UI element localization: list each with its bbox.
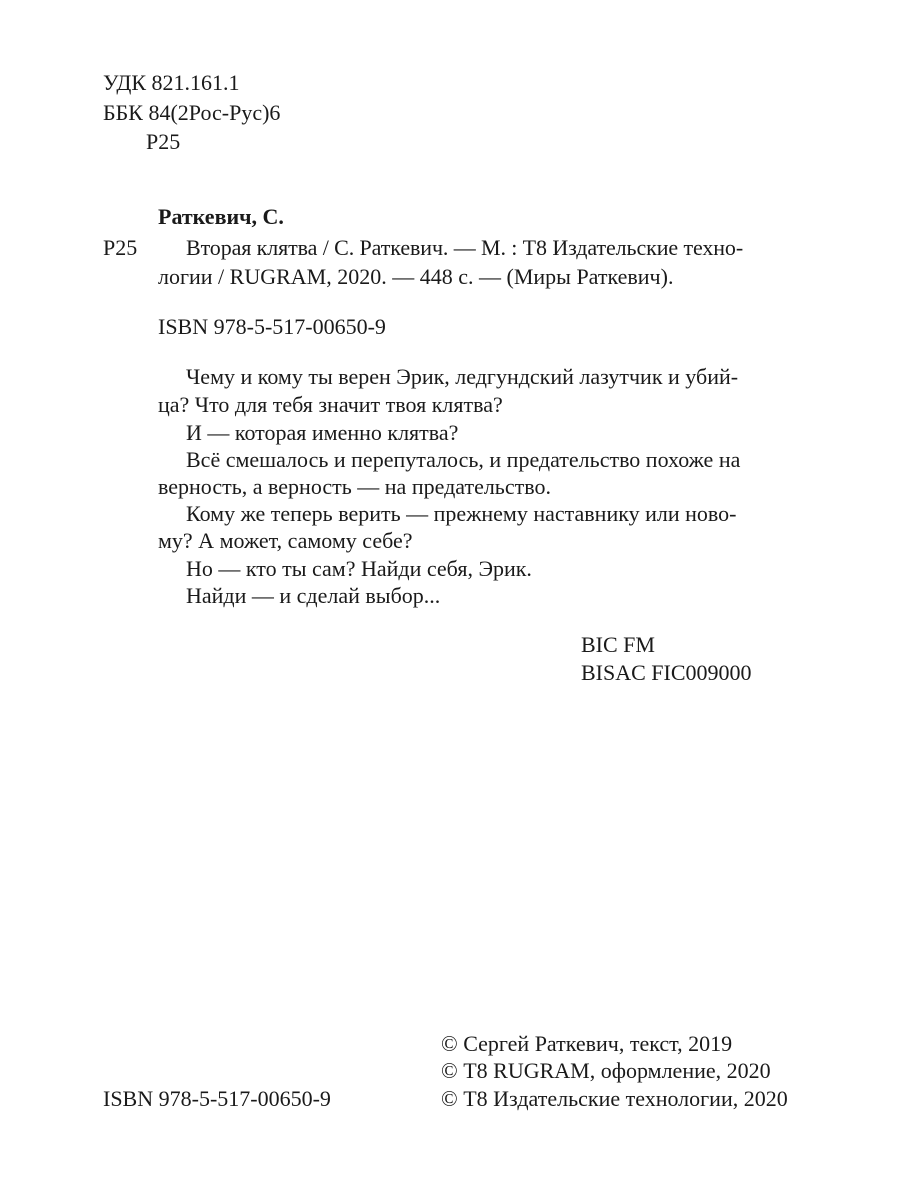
footer-isbn: ISBN 978-5-517-00650-9 (103, 1086, 331, 1111)
record-line-2: логии / RUGRAM, 2020. — 448 с. — (Миры Раткевич). (158, 264, 674, 289)
record-line-1: Вторая клятва / С. Раткевич. — М. : Т8 Издательские техно- (186, 235, 744, 260)
copyright-author: © Сергей Раткевич, текст, 2019 (441, 1031, 733, 1056)
annotation-line-3: И — которая именно клятва? (186, 420, 459, 445)
annotation-line-8: Но — кто ты сам? Найди себя, Эрик. (186, 556, 532, 581)
annotation-line-2: ца? Что для тебя значит твоя клятва? (158, 392, 503, 417)
author-mark: Р25 (103, 235, 138, 260)
annotation-line-9: Найди — и сделай выбор... (186, 583, 441, 608)
author-name: Раткевич, С. (158, 204, 284, 229)
annotation-line-1: Чему и кому ты верен Эрик, ледгундский лазутчик и убий- (186, 364, 739, 389)
bisac-code: BISAC FIC009000 (581, 660, 752, 685)
copyright-publisher: © Т8 Издательские технологии, 2020 (441, 1086, 788, 1111)
isbn: ISBN 978-5-517-00650-9 (158, 314, 386, 339)
annotation-line-5: верность, а верность — на предательство. (158, 474, 551, 499)
author-mark-top: Р25 (146, 129, 181, 154)
annotation-line-4: Всё смешалось и перепуталось, и предательство похоже на (186, 447, 741, 472)
annotation-line-6: Кому же теперь верить — прежнему наставнику или ново- (186, 501, 737, 526)
bbk-code: ББК 84(2Рос-Рус)6 (103, 100, 281, 125)
udk-code: УДК 821.161.1 (103, 70, 240, 95)
annotation-line-7: му? А может, самому себе? (158, 528, 413, 553)
copyright-design: © Т8 RUGRAM, оформление, 2020 (441, 1058, 771, 1083)
bic-code: BIC FM (581, 632, 655, 657)
